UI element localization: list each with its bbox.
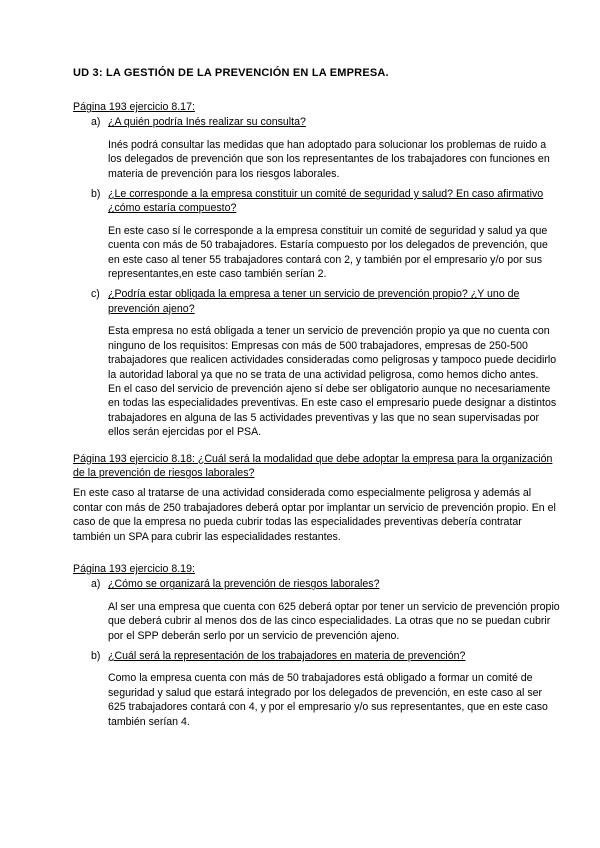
section-heading-819: Página 193 ejercicio 8.19:	[73, 562, 195, 575]
answer-819-b	[108, 671, 560, 729]
question-text: ¿Cómo se organizará la prevención de riesgos laborales?	[108, 578, 380, 591]
answer-paragraph: Esta empresa no está obligada a tener un servicio de prevención propio ya que no cuenta con ninguno de los requisitos: Empresas con más de 500 trabajadores, empresas de 250-500 trabajadores que realicen actividades consideradas como peligrosas y tampoco puede decidirlo la autoridad laboral ya que no se trata de una actividad peligrosa, como hemos dicho antes.	[108, 325, 557, 381]
question-text: ¿Cuál será la representación de los trabajadores en materia de prevención?	[108, 650, 466, 662]
question-text: ¿Podría estar obligada la empresa a tener un servicio de prevención propio? ¿Y uno de prevención ajeno?	[108, 288, 520, 315]
question-817-a	[73, 115, 560, 129]
answer-paragraph: Como la empresa cuenta con más de 50 trabajadores está obligado a formar un comité de seguridad y salud que estará integrado por los delegados de prevención, en este caso al ser 625 trabajadores contará con 4, y por el empresario y/o sus representantes, que en este caso también serían 4.	[108, 672, 548, 728]
answer-paragraph: En este caso sí le corresponde a la empresa constituir un comité de seguridad y salud ya que cuenta con más de 50 trabajadores. Estaría compuesto por los delegados de prevención, que en este caso al tener 55 trabajadores contará con 2, y también por el empresario y/o por sus representantes,en este caso también serían 2.	[108, 224, 548, 281]
document-title: UD 3: LA GESTIÓN DE LA PREVENCIÓN EN LA EMPRESA.	[73, 67, 389, 79]
section-heading-818: Página 193 ejercicio 8.18: ¿Cuál será la modalidad que debe adoptar la empresa para la organización de la prevención de riesgos laborales?	[73, 452, 553, 479]
section-heading-817: Página 193 ejercicio 8.17:	[73, 101, 195, 113]
answer-paragraph: Al ser una empresa que cuenta con 625 deberá optar por tener un servicio de prevención propio que deberá cubrir al menos dos de las cinco especialidades. La otras que no se puedan cubrir por el SPP deberán serlo por un servicio de prevención ajeno.	[108, 600, 560, 642]
answer-817-a	[108, 138, 560, 181]
answer-818: En este caso al tratarse de una actividad considerada como especialmente peligrosa y además al contar con más de 250 trabajadores deberá optar por implantar un servicio de prevención propio. En el caso de que la empresa no pueda cubrir todas las especialidades preventivas debería contratar también un SPA para cubrir las especialidades restantes.	[73, 487, 556, 543]
question-letter: b)	[91, 188, 101, 201]
question-letter: c)	[91, 288, 100, 301]
question-text: ¿Le corresponde a la empresa constituir un comité de seguridad y salud? En caso afirmativo ¿cómo estaría compuesto?	[108, 188, 544, 215]
question-817-c	[73, 287, 560, 316]
question-819-a	[73, 577, 560, 591]
answer-paragraph: En el caso del servicio de prevención ajeno sí debe ser obligatorio aunque no necesariamente en todas las especialidades preventivas. En este caso el empresario puede designar a distintos trabajadores en alguna de las 5 actividades preventivas y las que no sean supervisadas por ellos serán ejercidas por el PSA.	[108, 382, 557, 439]
answer-paragraph: Inés podrá consultar las medidas que han adoptado para solucionar los problemas de ruido a los delegados de prevención que son los representantes de los trabajadores con funciones en materia de prevención para los riesgos laborales.	[108, 138, 550, 180]
question-letter: a)	[91, 578, 101, 591]
question-text: ¿A quién podría Inés realizar su consulta?	[108, 116, 306, 129]
answer-817-b	[108, 224, 560, 282]
question-letter: a)	[91, 116, 101, 129]
answer-819-a	[108, 600, 560, 643]
answer-817-c	[108, 324, 560, 439]
question-819-b	[73, 649, 560, 663]
question-817-b	[73, 187, 560, 216]
question-letter: b)	[91, 650, 101, 662]
